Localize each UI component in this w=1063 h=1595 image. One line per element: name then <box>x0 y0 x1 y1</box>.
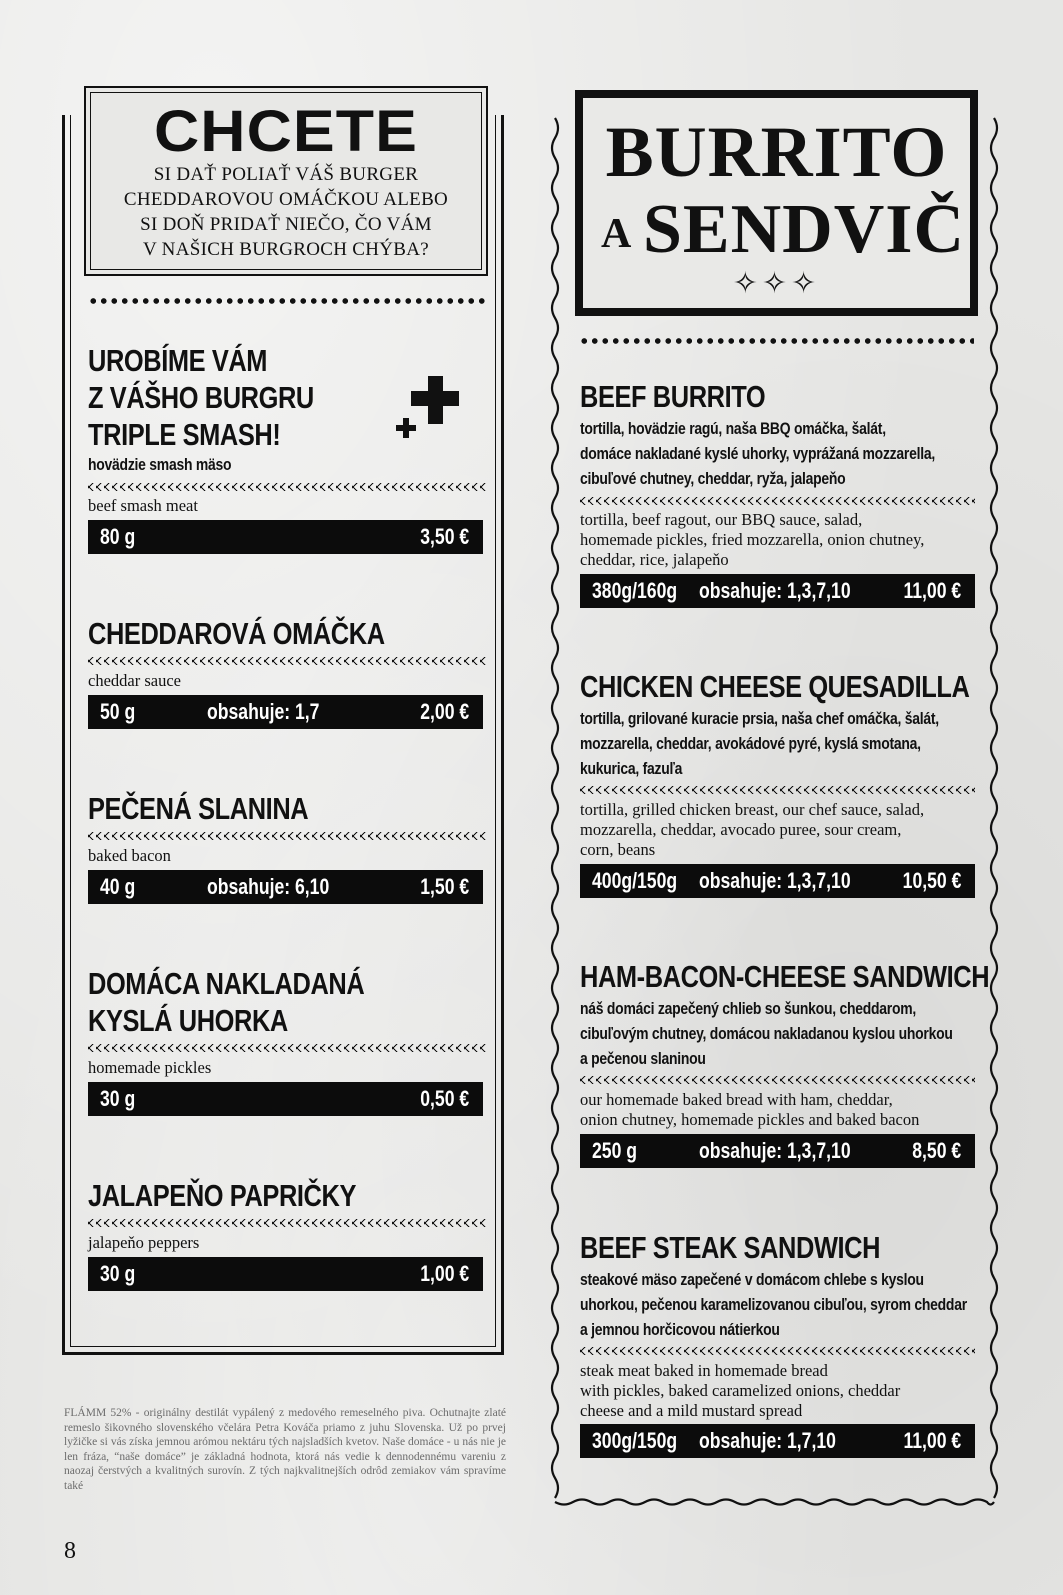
weight: 400g/150g <box>592 868 678 893</box>
price: 11,00 € <box>903 578 961 603</box>
item-sk-quesadilla: tortilla, grilované kuracie prsia, naša chef omáčka, šalát, mozzarella, cheddar, avokádové pyré, kyslá smotana, kukurica, fazuľa <box>580 709 939 778</box>
item-title-bacon: PEČENÁ SLANINA <box>88 791 309 826</box>
item-en-beef-burrito: tortilla, beef ragout, our BBQ sauce, salad, homemade pickles, fried mozzarella, onion chutney, cheddar, rice, jalapeňo <box>580 510 925 569</box>
item-en-pickles: homemade pickles <box>88 1058 212 1077</box>
item-sk-beef-burrito: tortilla, hovädzie ragú, naša BBQ omáčka, šalát, domáce nakladané kyslé uhorky, vyprážaná mozzarella, cibuľové chutney, cheddar, ryža, jalapeňo <box>580 419 935 488</box>
chcete-title: CHCETE <box>153 99 419 164</box>
item-en-smash: beef smash meat <box>88 496 198 515</box>
item-en-ham-bacon-cheese: our homemade baked bread with ham, cheddar, onion chutney, homemade pickles and baked bacon <box>580 1090 920 1129</box>
allergens: obsahuje: 1,3,7,10 <box>699 578 851 603</box>
price: 1,50 € <box>420 874 469 899</box>
item-en-beef-steak: steak meat baked in homemade bread with pickles, baked caramelized onions, cheddar cheese and a mild mustard spread <box>580 1361 901 1420</box>
item-title-quesadilla: CHICKEN CHEESE QUESADILLA <box>580 669 970 704</box>
zigzag-divider <box>88 832 486 840</box>
stars-ornament: ✧✧✧ <box>732 266 821 301</box>
title-sendvic: SENDVIČ <box>643 191 966 268</box>
chcete-box <box>84 86 488 276</box>
zigzag-divider <box>88 1219 486 1227</box>
price-bar-jalapeno <box>88 1257 483 1291</box>
item-title-smash: UROBÍME VÁM Z VÁŠHO BURGRU TRIPLE SMASH! <box>88 343 314 452</box>
allergens: obsahuje: 1,7,10 <box>699 1428 836 1453</box>
price-bar-quesadilla <box>580 864 975 898</box>
item-title-ham-bacon-cheese: HAM-BACON-CHEESE SANDWICH <box>580 959 990 994</box>
allergens: obsahuje: 1,7 <box>207 699 320 724</box>
zigzag-divider <box>580 1347 975 1355</box>
weight: 40 g <box>100 874 136 899</box>
item-title-pickles: DOMÁCA NAKLADANÁ KYSLÁ UHORKA <box>88 966 365 1038</box>
price-bar-cheddar <box>88 695 483 729</box>
price: 10,50 € <box>902 868 961 893</box>
section-title-box <box>575 90 978 316</box>
weight: 380g/160g <box>592 578 678 603</box>
title-burrito: BURRITO <box>605 112 948 192</box>
price: 2,00 € <box>420 699 469 724</box>
price: 8,50 € <box>912 1138 961 1163</box>
weight: 250 g <box>592 1138 638 1163</box>
allergens: obsahuje: 6,10 <box>207 874 330 899</box>
weight: 300g/150g <box>592 1428 678 1453</box>
price: 11,00 € <box>903 1428 961 1453</box>
item-title-cheddar: CHEDDAROVÁ OMÁČKA <box>88 616 385 651</box>
item-title-beef-steak: BEEF STEAK SANDWICH <box>580 1230 881 1265</box>
item-en-jalapeno: jalapeňo peppers <box>88 1233 200 1252</box>
price-bar-beef-burrito <box>580 574 975 608</box>
weight: 30 g <box>100 1086 136 1111</box>
page-number: 8 <box>64 1538 76 1564</box>
price: 3,50 € <box>420 524 469 549</box>
zigzag-divider <box>88 1044 486 1052</box>
chcete-text: SI DAŤ POLIAŤ VÁŠ BURGER CHEDDAROVOU OMÁČKOU ALEBO SI DOŇ PRIDAŤ NIEČO, ČO VÁM V NAŠICH BURGROCH CHÝBA? <box>123 164 449 260</box>
weight: 50 g <box>100 699 136 724</box>
item-en-cheddar: cheddar sauce <box>88 671 181 690</box>
zigzag-divider <box>580 497 975 505</box>
item-sk-smash: hovädzie smash mäso <box>88 455 232 474</box>
price-bar-smash <box>88 520 483 554</box>
item-en-quesadilla: tortilla, grilled chicken breast, our chef sauce, salad, mozzarella, cheddar, avocado puree, sour cream, corn, beans <box>580 800 925 859</box>
price-bar-pickles <box>88 1082 483 1116</box>
price-bar-ham-bacon-cheese <box>580 1134 975 1168</box>
dotted-divider <box>88 298 486 304</box>
price-bar-bacon <box>88 870 483 904</box>
zigzag-divider <box>580 1076 975 1084</box>
weight: 30 g <box>100 1261 136 1286</box>
price: 0,50 € <box>420 1086 469 1111</box>
item-title-jalapeno: JALAPEŇO PAPRIČKY <box>88 1178 356 1213</box>
price-bar-beef-steak <box>580 1424 975 1458</box>
item-sk-beef-steak: steakové mäso zapečené v domácom chlebe s kyslou uhorkou, pečenou karamelizovanou cibuľou, syrom cheddar a jemnou horčicovou nátierkou <box>580 1270 967 1339</box>
title-a: A <box>601 211 632 257</box>
zigzag-divider <box>88 483 486 491</box>
item-title-beef-burrito: BEEF BURRITO <box>580 379 766 414</box>
footnote-text: FLÁMM 52% - originálny destilát vypálený z medového remeselného piva. Ochutnajte zlaté remeslo šikovného slovenského včelára Petra Kováča priamo z juhu Slovenska. Už po prvej lyžičke si vás získa jemnou arómou nektáru tých najsladších kvetov. Naše domáce - u nás nie je len fráza, “naše domáce” je základná hodnota, ktorá nás vedie k dennodennému vareniu z naozaj čerstvých a kvalitných surovín. Z tých najkvalitnejších odrôd zemiakov vám spravíme také <box>64 1407 506 1492</box>
allergens: obsahuje: 1,3,7,10 <box>699 868 851 893</box>
allergens: obsahuje: 1,3,7,10 <box>699 1138 851 1163</box>
dotted-divider <box>579 338 974 344</box>
price: 1,00 € <box>420 1261 469 1286</box>
weight: 80 g <box>100 524 136 549</box>
item-sk-ham-bacon-cheese: náš domáci zapečený chlieb so šunkou, cheddarom, cibuľovým chutney, domácou nakladanou kyslou uhorkou a pečenou slaninou <box>580 999 953 1068</box>
item-en-bacon: baked bacon <box>88 846 171 865</box>
zigzag-divider <box>580 786 975 794</box>
zigzag-divider <box>88 657 486 665</box>
